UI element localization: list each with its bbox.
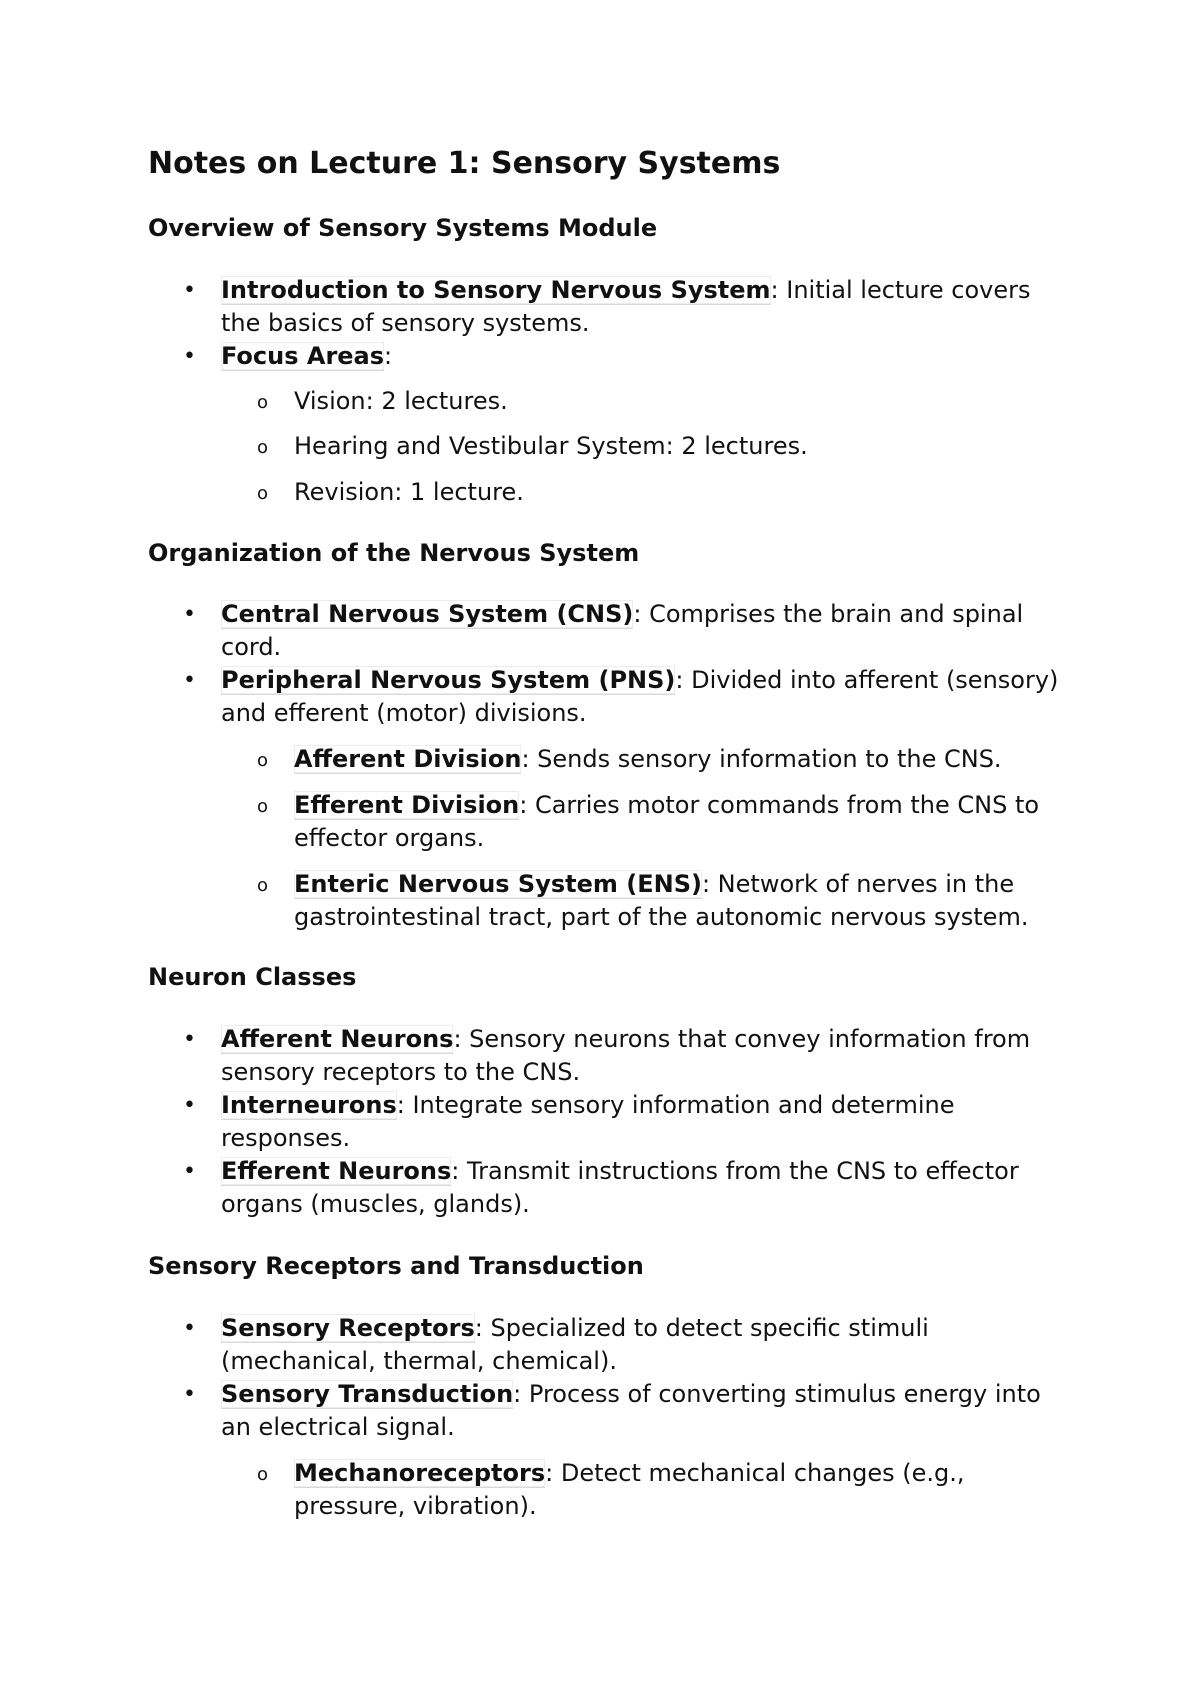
list-item-term: Introduction to Sensory Nervous System	[221, 276, 771, 304]
list-item-term: Afferent Division	[294, 745, 522, 773]
list-item	[183, 1378, 1066, 1444]
list-item-term: Focus Areas	[221, 342, 385, 370]
list-item	[183, 664, 1066, 730]
list-item-text: : Transmit instructions from the CNS to effector organs (muscles, glands).	[221, 1157, 1019, 1218]
list-item-term: Efferent Neurons	[221, 1157, 452, 1185]
list-item-term: Enteric Nervous System (ENS)	[294, 870, 702, 898]
sub-bullet-marker: o	[257, 1464, 269, 1485]
list-item	[183, 1155, 1066, 1221]
bullet-marker: •	[183, 1027, 196, 1052]
list-item-term: Afferent Neurons	[221, 1025, 454, 1053]
sub-bullet-marker: o	[257, 437, 269, 458]
list-item-term: Mechanoreceptors	[294, 1459, 546, 1487]
list-item-term: Sensory Receptors	[221, 1314, 475, 1342]
section-heading-receptors: Sensory Receptors and Transduction	[148, 1252, 644, 1280]
list-item	[183, 598, 1066, 664]
list-item-text: Vision: 2 lectures.	[294, 387, 508, 415]
section-heading-neuron-classes: Neuron Classes	[148, 963, 357, 991]
sub-bullet-marker: o	[257, 875, 269, 896]
sub-bullet-marker: o	[257, 392, 269, 413]
list-item	[257, 1457, 1074, 1523]
list-item	[183, 1089, 1066, 1155]
list-item-term: Central Nervous System (CNS)	[221, 600, 634, 628]
list-item-text: Hearing and Vestibular System: 2 lectures.	[294, 432, 808, 460]
list-item-text: : Sends sensory information to the CNS.	[521, 745, 1002, 773]
list-item-term: Efferent Division	[294, 791, 520, 819]
list-item	[183, 274, 1066, 340]
bullet-marker: •	[183, 1159, 196, 1184]
list-item-text: :	[384, 342, 393, 370]
bullet-marker: •	[183, 668, 196, 693]
bullet-marker: •	[183, 602, 196, 627]
list-item	[257, 789, 1074, 855]
section-heading-overview: Overview of Sensory Systems Module	[148, 214, 658, 242]
page-title: Notes on Lecture 1: Sensory Systems	[148, 146, 781, 181]
list-item-term: Sensory Transduction	[221, 1380, 514, 1408]
bullet-marker: •	[183, 278, 196, 303]
list-item	[183, 1023, 1066, 1089]
sub-bullet-marker: o	[257, 796, 269, 817]
list-item	[257, 868, 1074, 934]
list-item-term: Interneurons	[221, 1091, 397, 1119]
list-item-text: : Specialized to detect specific stimuli (mechanical, thermal, chemical).	[221, 1314, 929, 1375]
list-item-term: Peripheral Nervous System (PNS)	[221, 666, 676, 694]
list-item-text: : Integrate sensory information and determine responses.	[221, 1091, 955, 1152]
bullet-marker: •	[183, 1093, 196, 1118]
section-heading-organization: Organization of the Nervous System	[148, 539, 640, 567]
list-item-text: : Divided into afferent (sensory) and efferent (motor) divisions.	[221, 666, 1059, 727]
list-item-text: : Carries motor commands from the CNS to effector organs.	[294, 791, 1040, 852]
sub-bullet-marker: o	[257, 750, 269, 771]
bullet-marker: •	[183, 1316, 196, 1341]
list-item-text: Revision: 1 lecture.	[294, 478, 524, 506]
sub-bullet-marker: o	[257, 483, 269, 504]
bullet-marker: •	[183, 344, 196, 369]
list-item-text: : Initial lecture covers the basics of sensory systems.	[221, 276, 1031, 337]
list-item	[257, 743, 1074, 776]
bullet-marker: •	[183, 1382, 196, 1407]
list-item-text: : Comprises the brain and spinal cord.	[221, 600, 1024, 661]
list-item-text: : Sensory neurons that convey information from sensory receptors to the CNS.	[221, 1025, 1031, 1086]
list-item	[257, 385, 1074, 418]
list-item	[183, 340, 1066, 373]
list-item	[183, 1312, 1066, 1378]
list-item	[257, 430, 1074, 463]
list-item	[257, 476, 1074, 509]
list-item-text: : Process of converting stimulus energy into an electrical signal.	[221, 1380, 1041, 1441]
list-item-text: : Network of nerves in the gastrointestinal tract, part of the autonomic nervous system.	[294, 870, 1029, 931]
list-item-text: : Detect mechanical changes (e.g., pressure, vibration).	[294, 1459, 965, 1520]
